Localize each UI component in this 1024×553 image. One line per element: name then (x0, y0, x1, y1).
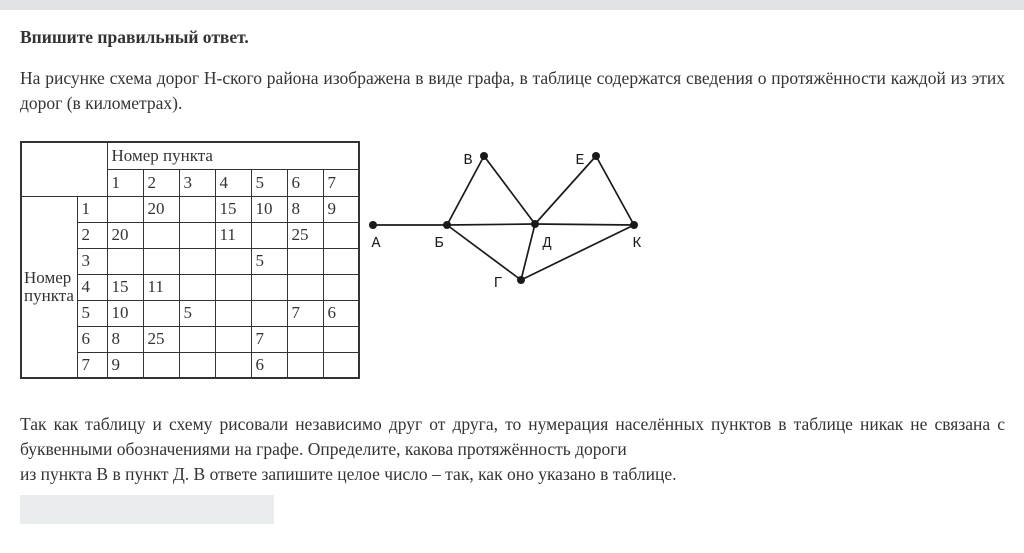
distance-cell: 8 (287, 196, 323, 222)
distance-cell (179, 352, 215, 378)
graph-vertex-А (369, 221, 377, 229)
distance-table-body (21, 142, 359, 378)
task-intro-text: На рисунке схема дорог Н-ского района изображена в виде графа, в таблице содержатся сведения о протяжённости каждой из этих дорог (в километрах). (20, 68, 1005, 113)
question-part-1: Так как таблицу и схему рисовали независимо друг от друга, то нумерация населённых пунктов в таблице никак не связана с буквенными обозначениями на графе. Определите, какова протяжённость дороги (20, 414, 1005, 459)
graph-vertex-Д (531, 220, 539, 228)
graph-edge-Д-Е (535, 156, 596, 224)
distance-cell (323, 274, 359, 300)
row-number: 2 (77, 222, 107, 248)
distance-cell (323, 222, 359, 248)
distance-cell (143, 352, 179, 378)
distance-cell (323, 352, 359, 378)
distance-cell (107, 196, 143, 222)
graph-edge-Г-Д (521, 224, 535, 280)
column-number: 5 (251, 169, 287, 196)
road-graph-figure (365, 140, 657, 300)
graph-vertex-label-К: К (632, 235, 642, 252)
distance-cell (323, 248, 359, 274)
column-number: 7 (323, 169, 359, 196)
distance-cell (215, 248, 251, 274)
graph-vertex-Г (517, 276, 525, 284)
answer-input[interactable] (20, 495, 274, 524)
distance-cell (143, 300, 179, 326)
distance-cell: 10 (251, 196, 287, 222)
distance-cell: 9 (107, 352, 143, 378)
distance-cell (287, 248, 323, 274)
row-number: 4 (77, 274, 107, 300)
graph-vertex-Е (592, 152, 600, 160)
task-title: Впишите правильный ответ. (20, 27, 249, 47)
task-question-text (20, 412, 1005, 487)
distance-cell (143, 222, 179, 248)
column-number: 2 (143, 169, 179, 196)
graph-vertex-label-Е: Е (575, 152, 585, 169)
distance-cell: 20 (107, 222, 143, 248)
graph-vertex-label-В: В (463, 152, 473, 169)
distance-cell: 15 (215, 196, 251, 222)
distance-cell: 11 (215, 222, 251, 248)
row-axis-label: Номер пункта (21, 196, 77, 378)
graph-edge-Д-К (535, 224, 634, 225)
distance-cell: 5 (179, 300, 215, 326)
distance-cell (251, 222, 287, 248)
distance-cell (143, 248, 179, 274)
row-number: 1 (77, 196, 107, 222)
column-number: 4 (215, 169, 251, 196)
distance-cell: 7 (287, 300, 323, 326)
distance-cell (287, 352, 323, 378)
graph-vertex-label-Б: Б (434, 235, 444, 252)
table-row (21, 196, 359, 222)
distance-table (20, 141, 360, 379)
distance-cell: 7 (251, 326, 287, 352)
distance-cell (179, 196, 215, 222)
column-axis-label: Номер пункта (107, 142, 359, 169)
distance-cell: 10 (107, 300, 143, 326)
column-number: 3 (179, 169, 215, 196)
graph-edge-Б-Д (447, 224, 535, 225)
distance-cell (179, 222, 215, 248)
distance-cell (215, 352, 251, 378)
row-number: 7 (77, 352, 107, 378)
column-number: 1 (107, 169, 143, 196)
question-part-2: из пункта В в пункт Д. В ответе запишите целое число – так, как оно указано в таблице. (20, 464, 677, 484)
row-number: 6 (77, 326, 107, 352)
graph-vertex-label-Г: Г (493, 275, 503, 292)
row-number: 3 (77, 248, 107, 274)
row-number: 5 (77, 300, 107, 326)
graph-edge-Е-К (596, 156, 634, 225)
distance-cell: 6 (323, 300, 359, 326)
distance-cell (215, 300, 251, 326)
distance-cell (179, 326, 215, 352)
column-number: 6 (287, 169, 323, 196)
distance-cell (179, 274, 215, 300)
table-header-row-1 (21, 142, 359, 169)
distance-cell (215, 326, 251, 352)
distance-cell (251, 274, 287, 300)
graph-vertex-label-А: А (371, 235, 381, 252)
distance-cell (287, 326, 323, 352)
road-graph (365, 140, 657, 300)
graph-vertex-Б (443, 221, 451, 229)
graph-edge-Б-Г (447, 225, 521, 280)
graph-edge-Г-К (521, 225, 634, 280)
graph-vertex-В (480, 152, 488, 160)
distance-cell: 6 (251, 352, 287, 378)
page-top-bar (0, 0, 1024, 10)
distance-cell: 20 (143, 196, 179, 222)
distance-cell: 8 (107, 326, 143, 352)
distance-cell (287, 274, 323, 300)
distance-cell (179, 248, 215, 274)
distance-cell (107, 248, 143, 274)
distance-cell: 5 (251, 248, 287, 274)
distance-cell (323, 326, 359, 352)
graph-edge-В-Д (484, 156, 535, 224)
distance-cell (215, 274, 251, 300)
graph-vertex-label-Д: Д (542, 235, 552, 252)
graph-vertex-К (630, 221, 638, 229)
distance-cell (251, 300, 287, 326)
distance-cell: 11 (143, 274, 179, 300)
distance-cell: 25 (287, 222, 323, 248)
distance-cell: 25 (143, 326, 179, 352)
distance-cell: 9 (323, 196, 359, 222)
table-corner-cell (21, 142, 107, 196)
distance-cell: 15 (107, 274, 143, 300)
